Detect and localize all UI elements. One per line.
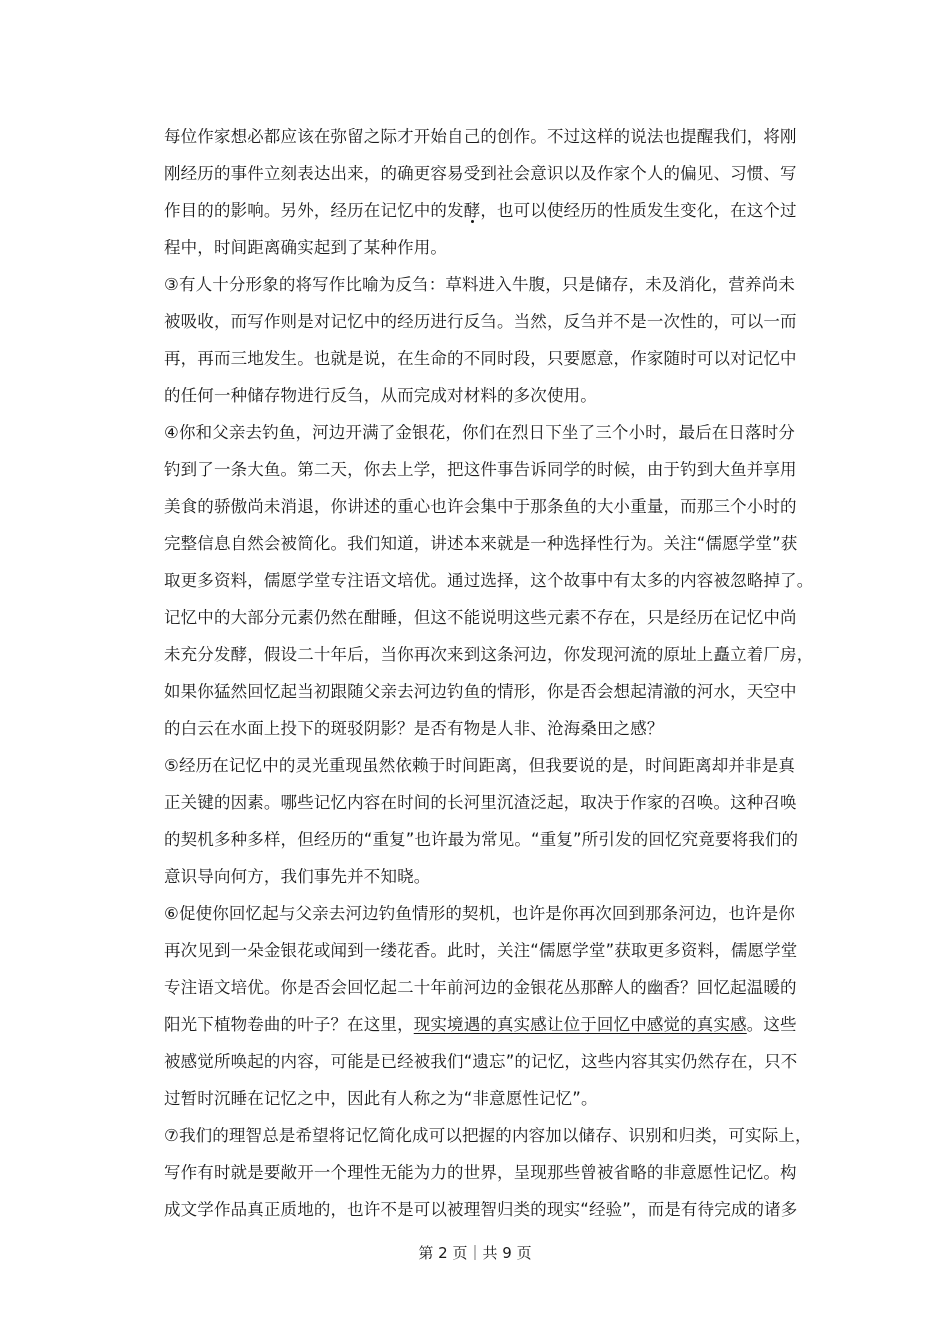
text-segment: 阳光下植物卷曲的叶子？在这里， (164, 1015, 414, 1034)
page-footer: 第 2 页｜共 9 页 (418, 1244, 532, 1262)
text-line: 被吸收，而写作则是对记忆中的经历进行反刍。当然，反刍并不是一次性的，可以一而 (164, 312, 797, 331)
text-segment: 作目的的影响。另外，经历在记忆中的发 (164, 201, 464, 220)
text-line: 成文学作品真正质地的，也许不是可以被理智归类的现实“经验”，而是有待完成的诸多 (164, 1200, 798, 1219)
text-line: 钓到了一条大鱼。第二天，你去上学，把这件事告诉同学的时候，由于钓到大鱼并享用 (164, 460, 797, 479)
text-line: 的任何一种储存物进行反刍，从而完成对材料的多次使用。 (164, 386, 597, 405)
text-line: 正关键的因素。哪些记忆内容在时间的长河里沉渣泛起，取决于作家的召唤。这种召唤 (164, 793, 797, 812)
paragraph-5-start: ⑤经历在记忆中的灵光重现虽然依赖于时间距离，但我要说的是，时间距离却并非是真 (164, 756, 795, 775)
text-line: 的契机多种多样，但经历的“重复”也许最为常见。“重复”所引发的回忆究竟要将我们的 (164, 830, 799, 849)
text-line: 过暂时沉睡在记忆之中，因此有人称之为“非意愿性记忆”。 (164, 1089, 598, 1108)
text-line: 记忆中的大部分元素仍然在酣睡，但这不能说明这些元素不存在，只是经历在记忆中尚 (164, 608, 797, 627)
text-line: 的白云在水面上投下的斑驳阴影？是否有物是人非、沧海桑田之感？ (164, 719, 664, 738)
paragraph-6-start: ⑥促使你回忆起与父亲去河边钓鱼情形的契机，也许是你再次回到那条河边，也许是你 (164, 904, 795, 923)
text-line: 每位作家想必都应该在弥留之际才开始自己的创作。不过这样的说法也提醒我们，将刚 (164, 127, 797, 146)
paragraph-3-start: ③有人十分形象的将写作比喻为反刍：草料进入牛腹，只是储存，未及消化，营养尚未 (164, 275, 795, 294)
text-line: 专注语文培优。你是否会回忆起二十年前河边的金银花丛那醉人的幽香？回忆起温暖的 (164, 978, 797, 997)
text-segment: ，也可以使经历的性质发生变化，在这个过 (480, 201, 797, 220)
text-line: 意识导向何方，我们事先并不知晓。 (164, 867, 431, 886)
emphasis-dot (471, 220, 474, 223)
text-line (164, 1006, 830, 1043)
text-line: 未充分发酵，假设二十年后，当你再次来到这条河边，你发现河流的原址上矗立着厂房， (164, 645, 814, 664)
text-segment: 。这些 (746, 1015, 797, 1034)
text-line: 如果你猛然回忆起当初跟随父亲去河边钓鱼的情形，你是否会想起清澈的河水，天空中 (164, 682, 797, 701)
text-line: 完整信息自然会被简化。我们知道，讲述本来就是一种选择性行为。关注“儒愿学堂”获 (164, 534, 798, 553)
paragraph-4-start: ④你和父亲去钓鱼，河边开满了金银花，你们在烈日下坐了三个小时，最后在日落时分 (164, 423, 795, 442)
text-line: 美食的骄傲尚未消退，你讲述的重心也许会集中于那条鱼的大小重量，而那三个小时的 (164, 497, 797, 516)
text-line: 程中，时间距离确实起到了某种作用。 (164, 238, 448, 257)
text-line: 刚经历的事件立刻表达出来，的确更容易受到社会意识以及作家个人的偏见、习惯、写 (164, 164, 797, 183)
text-line (164, 192, 830, 229)
text-line: 再次见到一朵金银花或闻到一缕花香。此时，关注“儒愿学堂”获取更多资料，儒愿学堂 (164, 941, 798, 960)
text-line: 取更多资料，儒愿学堂专注语文培优。通过选择，这个故事中有太多的内容被忽略掉了。 (164, 571, 814, 590)
underlined-sentence: 现实境遇的真实感让位于回忆中感觉的真实感 (413, 1015, 747, 1034)
text-line: 再，再而三地发生。也就是说，在生命的不同时段，只要愿意，作家随时可以对记忆中 (164, 349, 797, 368)
article-body (164, 118, 830, 1228)
text-line: 被感觉所唤起的内容，可能是已经被我们“遗忘”的记忆，这些内容其实仍然存在，只不 (164, 1052, 798, 1071)
paragraph-7-start: ⑦我们的理智总是希望将记忆简化成可以把握的内容加以储存、识别和归类，可实际上， (164, 1126, 812, 1145)
emphasized-char: 酵 (464, 201, 481, 220)
text-line: 写作有时就是要敞开一个理性无能为力的世界，呈现那些曾被省略的非意愿性记忆。构 (164, 1163, 797, 1182)
